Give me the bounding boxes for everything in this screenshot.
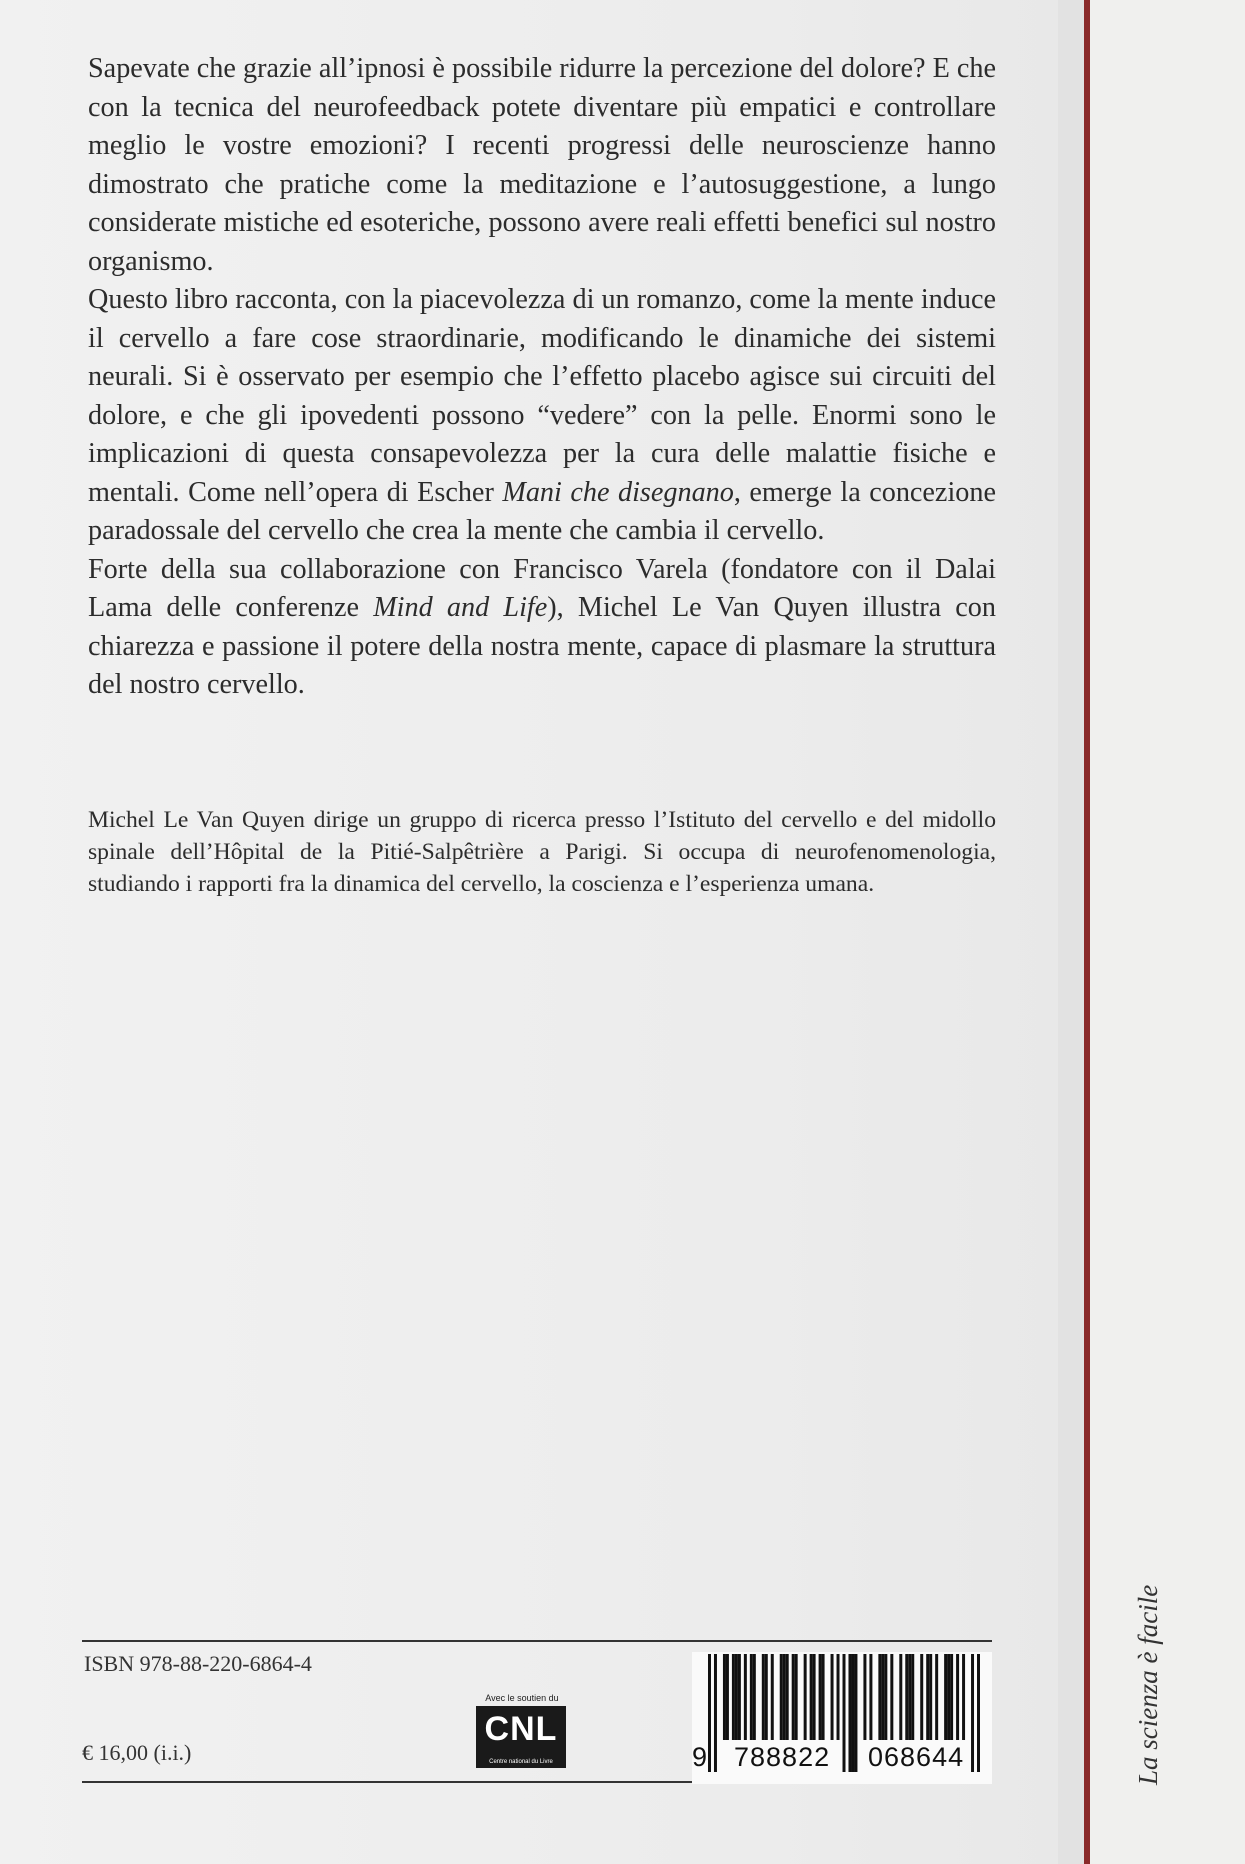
barcode-bar	[962, 1654, 965, 1740]
spine	[1090, 0, 1245, 1864]
barcode-left-group: 788822	[734, 1742, 831, 1772]
blurb-paragraph-2	[88, 281, 996, 551]
blurb-p3-text-end: ), Michel Le Van Quyen illustra con chiarezza e passione il potere della nostra mente, capace di plasmare la struttura del nostro cervello.	[88, 592, 996, 700]
conference-title: Mind and Life	[373, 592, 548, 623]
barcode-bar	[723, 1654, 726, 1740]
barcode-bar	[950, 1654, 953, 1740]
barcode-guard-bar	[851, 1654, 854, 1772]
barcode-bar	[869, 1654, 872, 1740]
barcode-bar	[771, 1654, 774, 1740]
blurb-paragraph-3	[88, 551, 996, 705]
barcode-bar	[890, 1654, 893, 1740]
barcode	[692, 1652, 992, 1784]
barcode-bar	[831, 1654, 834, 1740]
artwork-title: Mani che disegnano	[502, 476, 734, 508]
barcode-guard-bar	[971, 1654, 974, 1772]
barcode-bar	[732, 1654, 735, 1740]
cnl-support-text: Avec le soutien du	[485, 1693, 559, 1703]
barcode-bar	[908, 1654, 911, 1740]
barcode-bar	[884, 1654, 887, 1740]
author-bio-text: Michel Le Van Quyen dirige un gruppo di ricerca presso l’Istituto del cervello e del midollo spinale dell’Hôpital de la Pitié-Salpêtrière a Parigi. Si occupa di neurofenomenologia, studiando i rapporti fra la dinamica del cervello, la coscienza e l’esperienza umana.	[88, 807, 996, 897]
barcode-guard-bar	[714, 1654, 717, 1772]
barcode-bar	[944, 1654, 947, 1740]
cnl-subtitle: Centre national du Livre	[489, 1759, 553, 1765]
cnl-logo	[476, 1693, 568, 1768]
barcode-bar	[911, 1654, 914, 1740]
blurb-p3-text: Forte della sua collaborazione con Francisco Varela (fondatore con il Dalai Lama delle conferenze	[88, 553, 996, 623]
barcode-bar	[837, 1654, 840, 1740]
barcode-bar	[905, 1654, 908, 1740]
barcode-bar	[783, 1654, 786, 1740]
barcode-right-group: 068644	[868, 1742, 965, 1772]
blurb-p2-text: Questo libro racconta, con la piacevolezza di un romanzo, come la mente induce il cervello a fare cose straordinarie, modificando le dinamiche dei sistemi neurali. Si è osservato per esempio che l’effetto placebo agisce sui circuiti del dolore, e che gli ipovedenti possono “vedere” con la pelle. Enormi sono le implicazioni di questa consapevolezza per la cura delle malattie fisiche e mentali. Come nell’opera di Escher	[88, 284, 996, 508]
barcode-bar	[813, 1654, 816, 1740]
blurb-p2-text-end: , emerge la concezione paradossale del cervello che crea la mente che cambia il cervello.	[88, 476, 996, 546]
barcode-bar	[753, 1654, 756, 1740]
barcode-bar	[935, 1654, 938, 1740]
barcode-bar	[750, 1654, 753, 1740]
barcode-guard-bar	[708, 1654, 711, 1772]
barcode-bar	[810, 1654, 813, 1740]
barcode-bar	[881, 1654, 884, 1740]
barcode-bar	[926, 1654, 929, 1740]
top-divider	[82, 1640, 992, 1642]
barcode-bar	[947, 1654, 950, 1740]
barcode-bar	[726, 1654, 729, 1740]
barcode-bar	[804, 1654, 807, 1740]
barcode-bar	[795, 1654, 798, 1740]
barcode-bar	[819, 1654, 822, 1740]
barcode-bar	[920, 1654, 923, 1740]
barcode-bar	[822, 1654, 825, 1740]
barcode-bar	[780, 1654, 783, 1740]
barcode-bar	[762, 1654, 765, 1740]
author-bio	[88, 804, 996, 900]
barcode-first-digit: 9	[692, 1742, 709, 1772]
barcode-bar	[765, 1654, 768, 1740]
barcode-guard-bar	[977, 1654, 980, 1772]
barcode-bar	[899, 1654, 902, 1740]
blurb-paragraph-1: Sapevate che grazie all’ipnosi è possibile ridurre la percezione del dolore? E che con la tecnica del neurofeedback potete diventare più empatici e controllare meglio le vostre emozioni? I recenti progressi delle neuroscienze hanno dimostrato che pratiche come la meditazione e l’autosuggestione, a lungo considerate mistiche ed esoteriche, possono avere reali effetti benefici sul nostro organismo.	[88, 53, 996, 277]
cnl-logo-box	[476, 1706, 566, 1768]
barcode-bar	[878, 1654, 881, 1740]
barcode-bar	[738, 1654, 741, 1740]
isbn-label: ISBN 978-88-220-6864-4	[84, 1651, 312, 1676]
barcode-bar	[929, 1654, 932, 1740]
barcode-bar	[956, 1654, 959, 1740]
barcode-guard-bar	[848, 1654, 851, 1772]
barcode-guard-bar	[843, 1654, 846, 1772]
barcode-bar	[735, 1654, 738, 1740]
series-title: La scienza è facile	[1133, 1584, 1163, 1785]
barcode-bar	[744, 1654, 747, 1740]
barcode-bar	[863, 1654, 866, 1740]
price-label: € 16,00 (i.i.)	[82, 1740, 192, 1765]
barcode-bar	[792, 1654, 795, 1740]
blurb-text	[88, 50, 996, 705]
cnl-letters: CNL	[484, 1710, 558, 1748]
barcode-bar	[786, 1654, 789, 1740]
barcode-guard-bar	[854, 1654, 857, 1772]
